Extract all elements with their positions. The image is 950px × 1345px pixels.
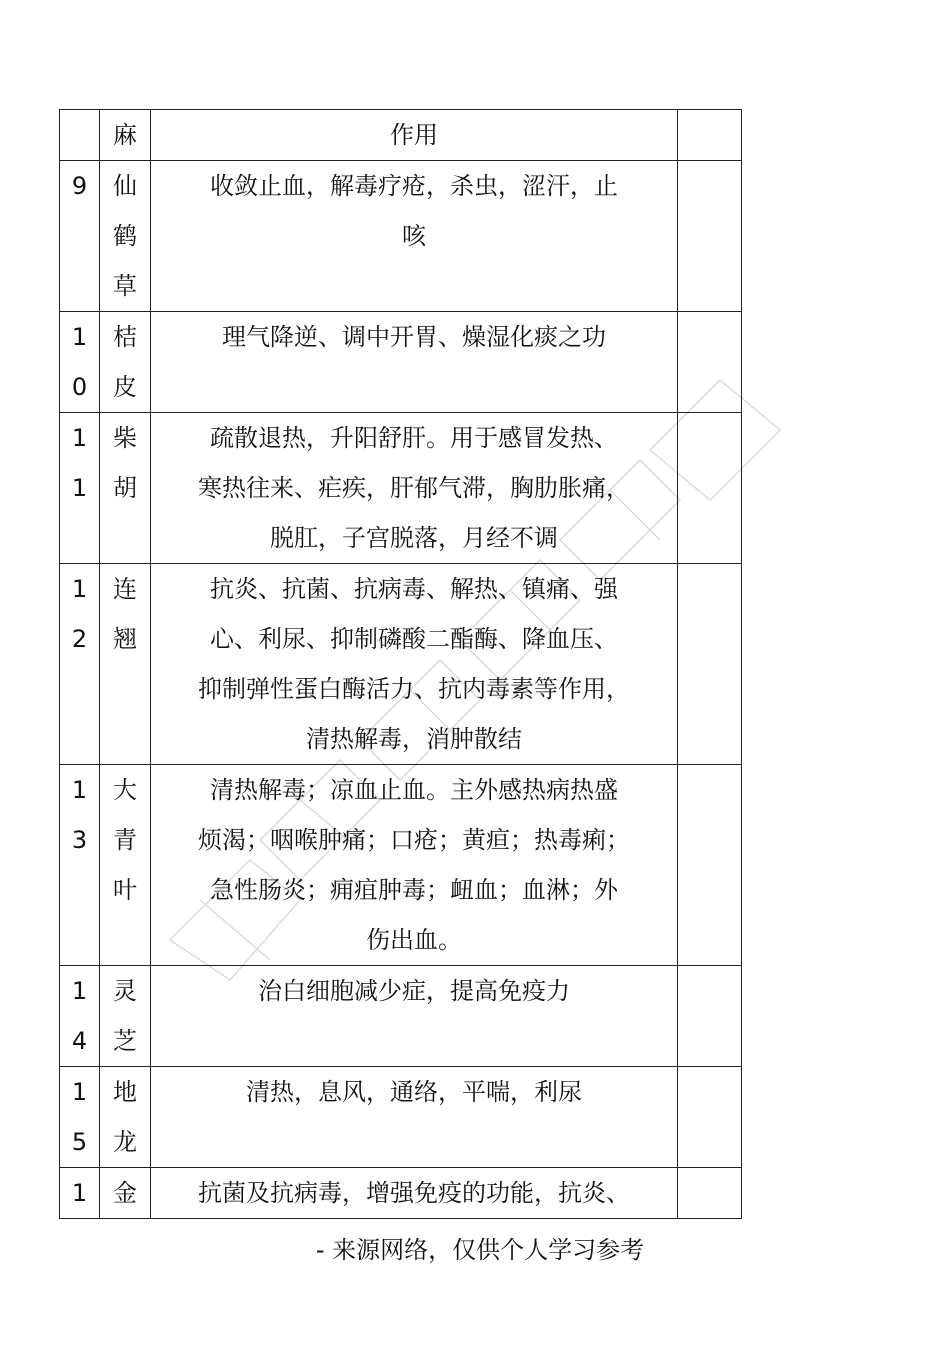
herb-effect-line: 清热解毒；凉血止血。主外感热病热盛 [210, 776, 618, 804]
row-number-digit: 4 [71, 1027, 88, 1055]
herb-effect-line: 清热，息风，通络，平喘，利尿 [246, 1078, 582, 1106]
row-number-digit: 1 [71, 575, 88, 603]
herb-name-char: 金 [113, 1179, 137, 1207]
table-row [60, 765, 742, 966]
herb-effect-line: 抗炎、抗菌、抗病毒、解热、镇痛、强 [210, 575, 618, 603]
row-number-digit: 1 [71, 776, 88, 804]
herb-table [59, 109, 742, 1219]
herb-effect-line: 烦渴；咽喉肿痛；口疮；黄疸；热毒痢； [198, 826, 630, 854]
table-row [60, 312, 742, 413]
herb-effect-line: 咳 [402, 222, 426, 250]
row-number-digit: 1 [71, 1078, 88, 1106]
herb-effect-line: 清热解毒，消肿散结 [306, 725, 522, 753]
herb-name-char: 芝 [113, 1027, 137, 1055]
herb-name-char: 大 [113, 776, 137, 804]
herb-effect-line: 寒热往来、疟疾，肝郁气滞，胸肋胀痛， [198, 474, 630, 502]
herb-effect-cell [151, 413, 678, 564]
herb-effect-line: 伤出血。 [366, 926, 462, 954]
extra-cell [678, 1168, 742, 1219]
extra-cell [678, 161, 742, 312]
herb-effect-line: 治白细胞减少症，提高免疫力 [258, 977, 570, 1005]
herb-effect-cell [151, 765, 678, 966]
herb-effect-line: 疏散退热，升阳舒肝。用于感冒发热、 [210, 424, 618, 452]
header-num-cell [60, 110, 100, 161]
row-number-digit: 1 [71, 474, 88, 502]
herb-name-cell [100, 1168, 151, 1219]
row-number-cell [60, 1067, 100, 1168]
table-row [60, 564, 742, 765]
table-row [60, 1067, 742, 1168]
herb-effect-line: 脱肛，子宫脱落，月经不调 [270, 524, 558, 552]
row-number-digit: 1 [71, 323, 88, 351]
herb-name-char: 地 [113, 1078, 137, 1106]
table-row [60, 413, 742, 564]
herb-effect-cell [151, 564, 678, 765]
herb-effect-line: 急性肠炎；痈疽肿毒；衄血；血淋；外 [210, 876, 618, 904]
row-number-digit: 2 [71, 625, 88, 653]
herb-name-char: 叶 [113, 876, 137, 904]
herb-name-char: 柴 [113, 424, 137, 452]
header-extra-cell [678, 110, 742, 161]
herb-name-char: 皮 [113, 373, 137, 401]
row-number-cell [60, 161, 100, 312]
herb-name-cell [100, 312, 151, 413]
row-number-digit: 5 [71, 1128, 88, 1156]
herb-name-cell [100, 161, 151, 312]
herb-effect-cell [151, 966, 678, 1067]
extra-cell [678, 765, 742, 966]
row-number-digit: 0 [71, 373, 88, 401]
herb-effect-cell [151, 1067, 678, 1168]
row-number-digit: 3 [71, 826, 88, 854]
row-number-cell [60, 312, 100, 413]
herb-effect-cell [151, 1168, 678, 1219]
herb-name-cell [100, 1067, 151, 1168]
extra-cell [678, 966, 742, 1067]
herb-name-char: 龙 [113, 1128, 137, 1156]
herb-name-char: 青 [113, 826, 137, 854]
row-number-cell [60, 413, 100, 564]
herb-name-char: 仙 [113, 172, 137, 200]
row-number-digit: 1 [71, 977, 88, 1005]
footer-source-note: - 来源网络，仅供个人学习参考 [315, 1236, 645, 1264]
row-number-cell [60, 765, 100, 966]
row-number-cell [60, 966, 100, 1067]
herb-effect-line: 收敛止血，解毒疗疮，杀虫，涩汗，止 [210, 172, 618, 200]
row-number-cell [60, 1168, 100, 1219]
herb-effect-line: 理气降逆、调中开胃、燥湿化痰之功 [222, 323, 606, 351]
herb-name-char: 草 [113, 272, 137, 300]
herb-effect-cell [151, 312, 678, 413]
herb-name-char: 灵 [113, 977, 137, 1005]
table-row [60, 1168, 742, 1219]
herb-effect-cell [151, 161, 678, 312]
extra-cell [678, 564, 742, 765]
herb-name-char: 连 [113, 575, 137, 603]
extra-cell [678, 413, 742, 564]
row-number-digit: 1 [71, 1179, 88, 1207]
herb-name-cell [100, 966, 151, 1067]
herb-effect-line: 抗菌及抗病毒，增强免疫的功能，抗炎、 [198, 1179, 630, 1207]
herb-name-cell [100, 413, 151, 564]
extra-cell [678, 312, 742, 413]
row-number-digit: 1 [71, 424, 88, 452]
header-name-cell: 麻 [100, 110, 151, 161]
herb-effect-line: 心、利尿、抑制磷酸二酯酶、降血压、 [210, 625, 618, 653]
herb-name-cell [100, 564, 151, 765]
herb-name-char: 鹤 [113, 222, 137, 250]
row-number-digit: 9 [71, 172, 88, 200]
table-row [60, 161, 742, 312]
herb-name-char: 翘 [113, 625, 137, 653]
table-row [60, 966, 742, 1067]
table-header-row [60, 110, 742, 161]
extra-cell [678, 1067, 742, 1168]
herb-name-cell [100, 765, 151, 966]
header-effect-cell: 作用 [151, 110, 678, 161]
herb-name-char: 桔 [113, 323, 137, 351]
row-number-cell [60, 564, 100, 765]
herb-effect-line: 抑制弹性蛋白酶活力、抗内毒素等作用， [198, 675, 630, 703]
herb-name-char: 胡 [113, 474, 137, 502]
